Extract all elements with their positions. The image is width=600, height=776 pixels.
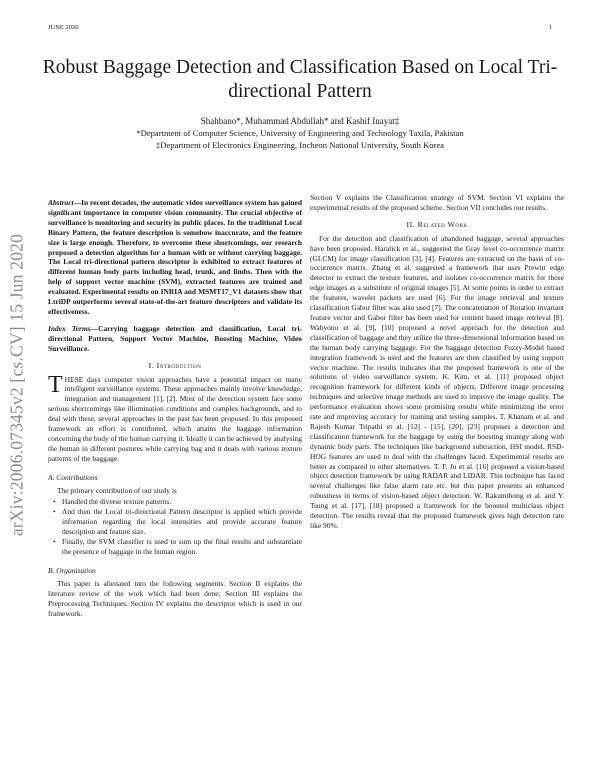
right-column [310,193,564,531]
abstract-label: Abstract [48,198,74,207]
affiliation-1: *Department of Computer Science, University of Engineering and Technology Taxila, Pakistan [136,128,464,138]
organization-text: This paper is alienated into the following segments. Section II explains the literature review of the work which had been done; Section III explains the Preprocessing Techniques. Section IV explains the descriptor which is used in our framework. [48,578,302,618]
related-work-text: For the detection and classification of abandoned baggage, several approaches have been proposed. Haralick et al., suggested the Gray level co-occurrence matrix (GLCM) for image classification [3], [4]. Features are extracted on the basis of co-occurrence matrix. Zhang et al. suggested a framework that uses Prewitt edge detector to extract the texture features, and isolates co-occurrence matrix for those edge images as a substitute of original images [5]. At some points in order to extract the features, wavelet packets are used [6]. For the image retrieval and texture classification Gabor filter was also used [7]. The concatenation of Rotation invariant feature vector and Gabor filter has been used for content based image retrieval [8]. Wahyono et al. [9], [10] proposed a novel approach for the detection and classification of baggage and they utilize the three-dimensional information based on the human body carrying baggage. For the baggage detection Fuzzy-Model based integration framework is used and the features are then classified by using support vector machine. The results indicates that the proposed framework is one of the solutions of video surveillance system. K. Kim, et al. [11] proposed object recognition framework for different kinds of objects. Different image processing techniques and selective image methods are used to improve the image quality. The performance evaluation shows some promising results while minimizing the error rate and improving accuracy for training and testing samples. T. Khanam et al. and Rajesh Kumar Tripathi et al. [12] - [15], [20], [23] proposes a detection and classification framework for the baggage by using the boosting strategy along with dynamic body parts. The techniques like background subtraction, HSI model, RSD-HOG features are used to deal with the challenges faced. Experimental results are better as compared to other alternatives. T. F. Ju et al. [16] proposed a vision-based object detection framework by using RADAR and LIDAR. This technique has faced several challenges like false alarm rate etc. but this paper presents an enhanced robustness in terms of vision-based object detection. W. Rakumthong et al. and Y. Tsung et al. [17], [18] proposed a framework for the boosted multiclass object detection. The results reveal that the proposed framework gives high detection rate like 90%. [310,233,564,530]
subsection-heading-contributions: A. Contributions [48,472,98,482]
abstract-text: —In recent decades, the automatic video surveillance system has gained significant importance in computer vision community. The crucial objective of surveillance is monitoring and security in public places. In the traditional Local Binary Pattern, the feature description is somehow inaccurate, and the feature size is large enough. Therefore, to overcome these shortcomings, our research proposed a detection algorithm for a human with or without carrying baggage. The Local tri-directional pattern descriptor is exhibited to extract features of different human body parts including head, trunk, and limbs. Then with the help of support vector machine (SVM), extracted features are trained and evaluated. Experimental results on INRIA and MSMT17_V1 datasets show that LtriDP outperforms several state-of-the-art feature descriptors and validate its effectiveness. [48,198,302,316]
organization-continued-text: Section V explains the Classification strategy of SVM. Section VI explains the experimental results of the proposed scheme. Section VII concludes our results. [310,193,564,212]
section-heading-related-work: II. Related Work [406,219,468,229]
paper-title: Robust Baggage Detection and Classification Based on Local Tri-directional Pattern [42,57,558,102]
contributions-list [48,497,302,556]
affiliation-2: ‡Department of Electronics Engineering, Incheon National University, South Korea [155,140,445,150]
abstract [48,198,302,317]
introduction-text: THESE days computer vision approaches have a potential impact on many intelligent surveillance systems. These approaches mainly involve knowledge, integration and management [1], [2]. Most of the detection system face some serious shortcomings like illumination conditions and complex backgrounds, and to deal with these, several approaches in the past has been proposed. In this proposed framework an effort is contributed, which attains the baggage information concerning the body of the human carrying it. Ideally it can be achieved by analysing the human in different postures while carrying bag and it deals with various texture patterns of the baggage. [48,371,302,463]
running-head-date: JUNE 2020 [48,24,79,31]
arxiv-stamp-text: arXiv:2006.07345v2 [cs.CV] 15 Jun 2020 [6,233,27,537]
index-terms-label: Index Terms [48,323,91,333]
subsection-heading-organization: B. Organization [48,565,96,575]
list-item: • Handled the diverse texture patterns. [62,497,302,507]
left-column [48,198,302,618]
page-number: 1 [548,24,552,31]
index-terms [48,324,302,354]
authors: Shahbano*, Muhammad Abdullah* and Kashif Inayat‡ [200,116,400,126]
arxiv-stamp [3,160,31,610]
section-heading-introduction: I. Introduction [148,360,202,370]
index-terms-text: —Carrying baggage detection and classification, Local tri-directional Pattern, Support Vector Machine, Boosting Machine, Video Surveillance. [48,323,302,353]
list-item: • And then the Local tri-directional Pattern descriptor is applied which provide information regarding the local intensities and provide accurate feature description and feature size. [62,507,302,537]
contributions-intro: The primary contribution of our study is [57,485,177,495]
list-item: • Finally, the SVM classifier is used to sum up the final results and substantiate the presence of baggage in the human region. [62,537,302,557]
running-head [48,24,552,31]
